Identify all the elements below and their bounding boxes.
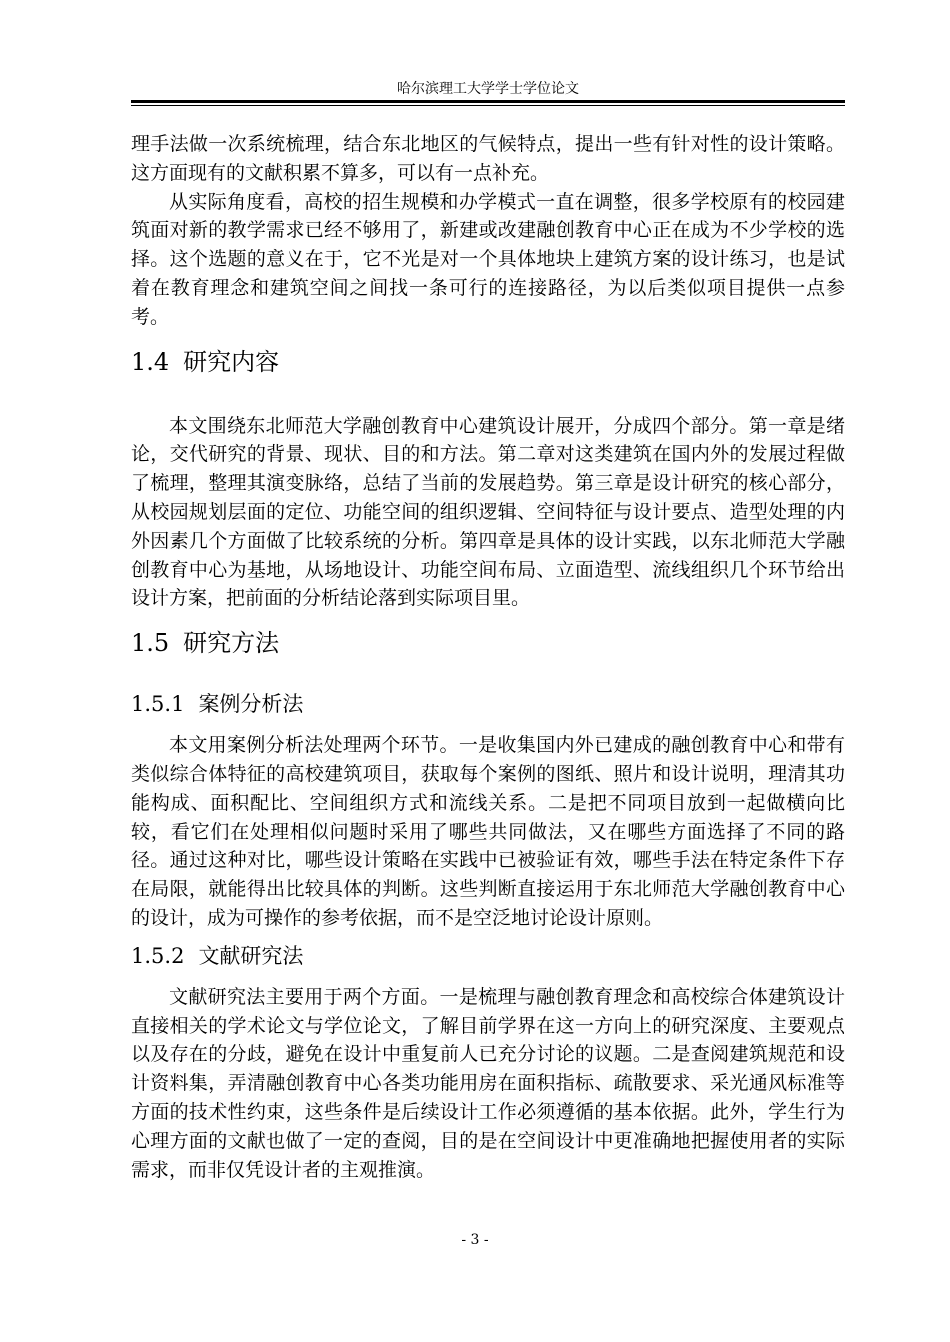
subsection-number: 1.5.2 bbox=[131, 943, 185, 968]
section-title: 研究内容 bbox=[183, 347, 280, 376]
subsection-heading-1-5-1 bbox=[131, 689, 845, 719]
page-number: - 3 - bbox=[461, 1232, 489, 1248]
paragraph-case-analysis: 本文用案例分析法处理两个环节。一是收集国内外已建成的融创教育中心和带有类似综合体特征的高校建筑项目，获取每个案例的图纸、照片和设计说明，理清其功能构成、面积配比、空间组织方式和流线关系。二是把不同项目放到一起做横向比较，看它们在处理相似问题时采用了哪些共同做法，又在哪些方面选择了不同的路径。通过这种对比，哪些设计策略在实践中已被验证有效，哪些手法在特定条件下存在局限，就能得出比较具体的判断。这些判断直接运用于东北师范大学融创教育中心的设计，成为可操作的参考依据，而不是空泛地讨论设计原则。 bbox=[131, 734, 845, 929]
subsection-heading-1-5-2 bbox=[131, 941, 845, 971]
paragraph-continued: 理手法做一次系统梳理，结合东北地区的气候特点，提出一些有针对性的设计策略。这方面现有的文献积累不算多，可以有一点补充。 bbox=[131, 133, 845, 184]
page-header: 哈尔滨理工大学学士学位论文 bbox=[397, 81, 579, 97]
header-rule-thick bbox=[131, 100, 845, 103]
subsection-title: 案例分析法 bbox=[198, 692, 304, 717]
section-number: 1.4 bbox=[131, 347, 170, 376]
header-rule-thin bbox=[131, 105, 845, 106]
page-content bbox=[131, 130, 845, 1184]
section-heading-1-4 bbox=[131, 346, 845, 378]
paragraph-literature-research: 文献研究法主要用于两个方面。一是梳理与融创教育理念和高校综合体建筑设计直接相关的学术论文与学位论文，了解目前学界在这一方向上的研究深度、主要观点以及存在的分歧，避免在设计中重复前人已充分讨论的议题。二是查阅建筑规范和设计资料集，弄清融创教育中心各类功能用房在面积指标、疏散要求、采光通风标准等方面的技术性约束，这些条件是后续设计工作必须遵循的基本依据。此外，学生行为心理方面的文献也做了一定的查阅，目的是在空间设计中更准确地把握使用者的实际需求，而非仅凭设计者的主观推演。 bbox=[131, 985, 845, 1181]
section-number: 1.5 bbox=[131, 629, 170, 658]
paragraph-research-content: 本文围绕东北师范大学融创教育中心建筑设计展开，分成四个部分。第一章是绪论，交代研究的背景、现状、目的和方法。第二章对这类建筑在国内外的发展过程做了梳理，整理其演变脉络，总结了当前的发展趋势。第三章是设计研究的核心部分，从校园规划层面的定位、功能空间的组织逻辑、空间特征与设计要点、造型处理的内外因素几个方面做了比较系统的分析。第四章是具体的设计实践，以东北师范大学融创教育中心为基地，从场地设计、功能空间布局、立面造型、流线组织几个环节给出设计方案，把前面的分析结论落到实际项目里。 bbox=[131, 414, 845, 610]
paragraph-significance: 从实际角度看，高校的招生规模和办学模式一直在调整，很多学校原有的校园建筑面对新的教学需求已经不够用了，新建或改建融创教育中心正在成为不少学校的选择。这个选题的意义在于，它不光是对一个具体地块上建筑方案的设计练习，也是试着在教育理念和建筑空间之间找一条可行的连接路径，为以后类似项目提供一点参考。 bbox=[131, 190, 845, 328]
subsection-number: 1.5.1 bbox=[131, 692, 185, 717]
subsection-title: 文献研究法 bbox=[198, 943, 304, 968]
section-title: 研究方法 bbox=[183, 629, 280, 658]
section-heading-1-5 bbox=[131, 627, 845, 659]
